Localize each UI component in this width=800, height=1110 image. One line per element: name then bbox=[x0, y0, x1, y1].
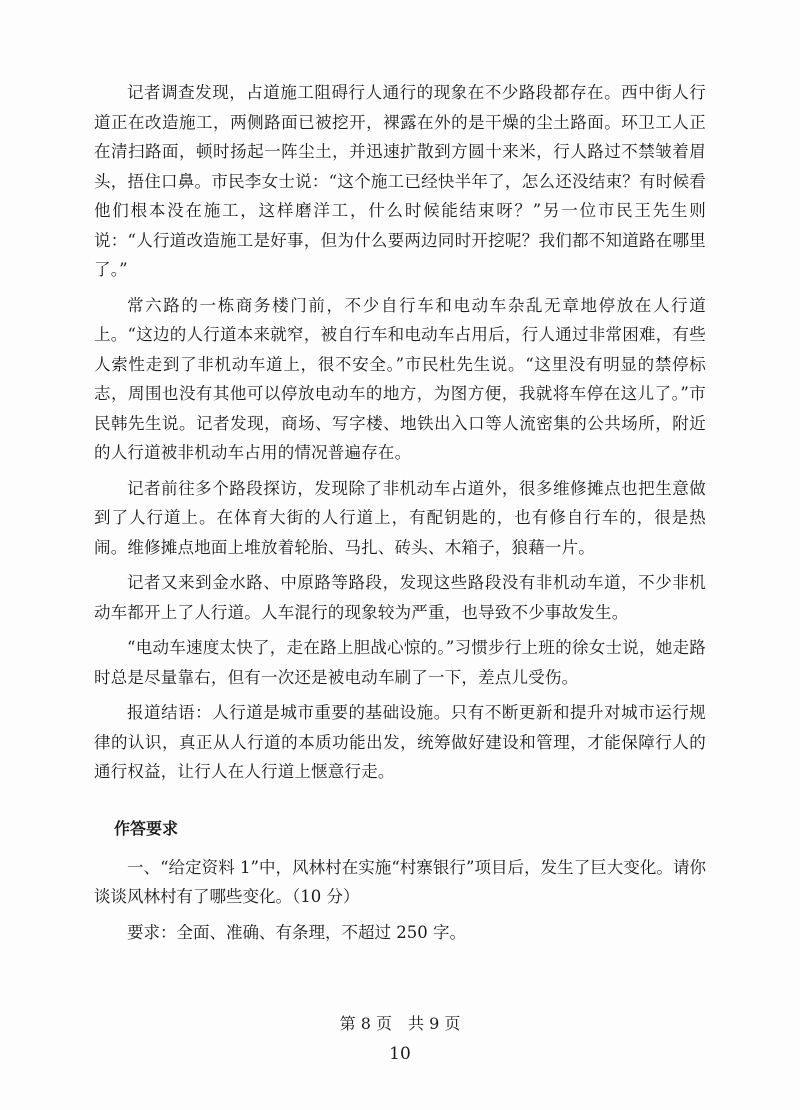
section-heading: 作答要求 bbox=[114, 818, 179, 838]
document-body bbox=[94, 78, 706, 953]
page-indicator: 第 8 页 共 9 页 bbox=[339, 1014, 461, 1033]
page-number: 10 bbox=[389, 1044, 411, 1064]
paragraph-2: 常六路的一栋商务楼门前，不少自行车和电动车杂乱无章地停放在人行道上。“这边的人行道本来就窄，被自行车和电动车占用后，行人通过非常困难，有些人索性走到了非机动车道上，很不安全。”市民杜先生说。“这里没有明显的禁停标志，周围也没有其他可以停放电动车的地方，为图方便，我就将车停在这儿了。”市民韩先生说。记者发现，商场、写字楼、地铁出入口等人流密集的公共场所，附近的人行道被非机动车占用的情况普遍存在。 bbox=[94, 295, 706, 462]
question-text: 一、“给定资料 1”中，风林村在实施“村寨银行”项目后，发生了巨大变化。请你谈谈风林村有了哪些变化。（10 分） bbox=[94, 857, 706, 906]
paragraph-1: 记者调查发现，占道施工阻碍行人通行的现象在不少路段都存在。西中街人行道正在改造施工，两侧路面已被挖开，裸露在外的是干燥的尘土路面。环卫工人正在清扫路面，顿时扬起一阵尘土，并迅速扩散到方圆十来米，行人路过不禁皱着眉头，捂住口鼻。市民李女士说：“这个施工已经快半年了，怎么还没结束？有时候看他们根本没在施工，这样磨洋工，什么时候能结束呀？”另一位市民王先生则说：“人行道改造施工是好事，但为什么要两边同时开挖呢？我们都不知道路在哪里了。” bbox=[94, 83, 706, 279]
paragraph-6: 报道结语：人行道是城市重要的基础设施。只有不断更新和提升对城市运行规律的认识，真正从人行道的本质功能出发，统筹做好建设和管理，才能保障行人的通行权益，让行人在人行道上惬意行走。 bbox=[94, 703, 706, 781]
requirement-text: 要求：全面、准确、有条理，不超过 250 字。 bbox=[127, 922, 466, 942]
paragraph-3: 记者前往多个路段探访，发现除了非机动车占道外，很多维修摊点也把生意做到了人行道上。在体育大街的人行道上，有配钥匙的，也有修自行车的，很是热闹。维修摊点地面上堆放着轮胎、马扎、砖头、木箱子，狼藉一片。 bbox=[94, 478, 706, 557]
paragraph-4: 记者又来到金水路、中原路等路段，发现这些路段没有非机动车道，不少非机动车都开上了人行道。人车混行的现象较为严重，也导致不少事故发生。 bbox=[94, 573, 706, 622]
paragraph-5: “电动车速度太快了，走在路上胆战心惊的。”习惯步行上班的徐女士说，她走路时总是尽量靠右，但有一次还是被电动车刷了一下，差点儿受伤。 bbox=[94, 638, 706, 687]
